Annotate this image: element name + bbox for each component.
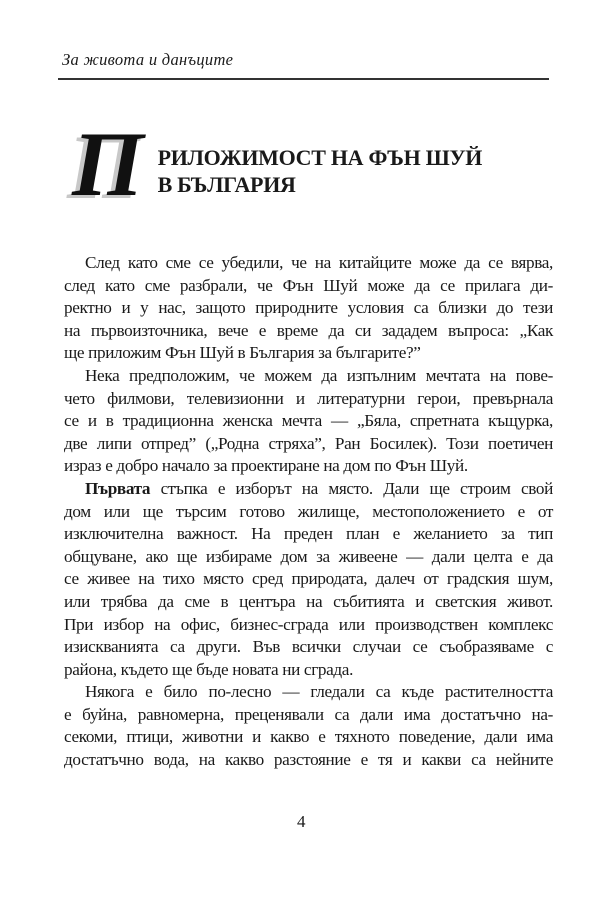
paragraph — [64, 252, 553, 365]
text-line: дом или ще търсим готово жилище, местоположението е от — [64, 501, 553, 521]
text-line: При избор на офис, бизнес-сграда или производствен комплекс — [64, 614, 553, 634]
text-line: на първоизточника, вече е време да си зададем въпроса: „Как — [64, 320, 553, 340]
text-line — [64, 478, 553, 501]
chapter-title — [158, 144, 483, 210]
text-line: две липи отпред” („Родна стряха”, Ран Босилек). Този поетичен — [64, 433, 553, 453]
text-line: или трябва да сме в центъра на събитията и светския живот. — [64, 591, 553, 611]
text-line: След като сме се убедили, че на китайците може да се вярва, — [85, 253, 553, 272]
paragraph — [64, 681, 553, 771]
text-line: чето филмови, телевизионни и литературни герои, превърнала — [64, 388, 553, 408]
text-line: секоми, птици, животни и какво е тяхното поведение, дали има — [64, 727, 553, 747]
title-line: В БЪЛГАРИЯ — [157, 172, 296, 197]
running-head: За живота и данъците — [62, 50, 234, 69]
paragraph — [64, 478, 553, 681]
text-line: общуване, ако ще избираме дом за живеене — дали целта е да — [64, 546, 553, 566]
text-line: изискванията са други. Във всички случаи се съобразяваме с — [64, 637, 553, 657]
text-line: ректно и у нас, защото природните условия са близки до тези — [64, 298, 553, 318]
chapter-heading — [72, 113, 483, 215]
header-rule — [58, 78, 549, 80]
text-line: достатъчно вода, на какво разстояние е тя и какви са нейните — [64, 750, 553, 770]
text-line: Нека предположим, че можем да изпълним мечтата на пове- — [85, 365, 553, 385]
text-line: изключителна важност. На преден план е желанието за тип — [64, 524, 553, 544]
text-line: района, където ще бъде новата ни сграда. — [64, 659, 354, 679]
bold-lead: Първата — [85, 478, 151, 498]
text-line: ще приложим Фън Шуй в България за българите?” — [64, 343, 421, 363]
paragraph — [64, 365, 553, 478]
text-line: Някога е било по-лесно — гледали са къде растителността — [85, 682, 553, 702]
text-line: се и в традиционна женска мечта — „Бяла, спретната къщурка, — [64, 411, 553, 431]
text-run: стъпка е изборът на място. Дали ще строим свой — [150, 478, 553, 498]
body-text — [64, 252, 553, 772]
text-line: се живее на тихо място сред природата, далеч от градския шум, — [64, 569, 553, 589]
text-line: след като сме разбрали, че Фън Шуй може да се прилага ди- — [64, 275, 553, 295]
page-number: 4 — [297, 812, 306, 831]
text-line: е буйна, равномерна, преценявали са дали има достатъчно на- — [64, 704, 553, 724]
title-line: РИЛОЖИМОСТ НА ФЪН ШУЙ — [157, 145, 483, 170]
drop-cap: П — [72, 113, 144, 215]
text-line: израз е добро начало за проектиране на дом по Фън Шуй. — [64, 456, 468, 476]
